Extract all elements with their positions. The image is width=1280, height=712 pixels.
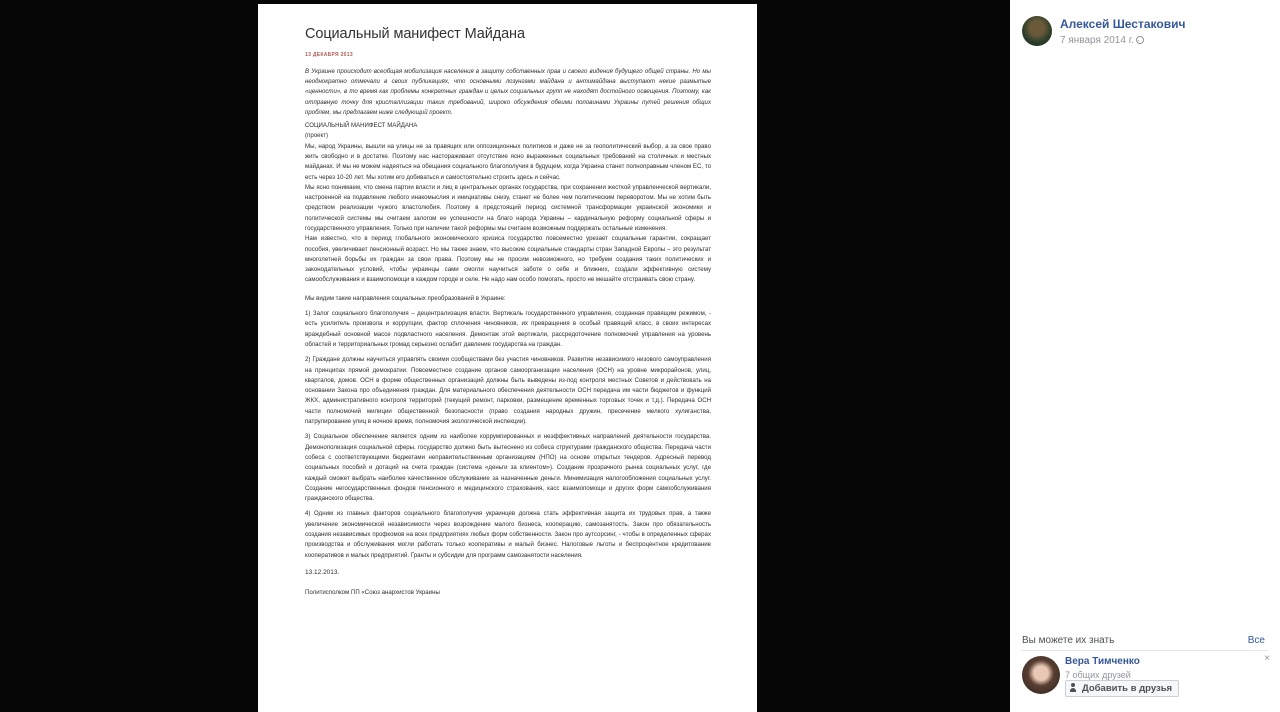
divider — [1022, 650, 1268, 651]
document-list-item: 1) Залог социального благополучия – децентрализация власти. Вертикаль государственного управления, созданная правящим режимом, - есть усилитель произвола и коррупции, фактор сплочения чиновников, их превращения в особый правящий класс, в своих интересах враждебный основной массе подвластного населения. Демонтаж этой вертикали, рассредоточение полномочий управления на уровень областей и территориальных громад серьезно ослабит давление государства на граждан. — [305, 310, 711, 348]
document-list-item: 3) Социальное обеспечение является одним из наиболее коррумпированных и неэффективных направлений деятельности государства. Демонополизация социальной сферы, государство должно быть вытеснено из собеса структурами гражданского общества. Передача части собеса с соответствующими бюджетами неправительственным организациям (НПО) на основе открытых тендеров. Адресный перевод социальных пособий и дотаций на счета граждан (система «деньги за клиентом»). Создание прозрачного рынка социальных услуг, где каждый сможет выбрать наиболее качественное обслуживание за назначенные деньги. Минимизация налогообложения социальных услуг. Создание негосударственных фондов пенсионного и медицинского страхования, касс взаимопомощи и других форм самообслуживания гражданского общества. — [305, 433, 711, 503]
document-directions-intro: Мы видим такие направления социальных преобразований в Украине: — [305, 294, 506, 302]
suggested-friend-name[interactable]: Вера Тимченко — [1065, 656, 1140, 667]
document-title: Социальный манифест Майдана — [305, 26, 525, 42]
post-timestamp[interactable]: 7 января 2014 г. · — [1060, 35, 1141, 46]
document-paragraph: Мы ясно понимаем, что смена партии власти и лиц в центральных органах государства, при сохранении жесткой управленческой вертикали, настроенной на подавление любого инакомыслия и инициативы снизу, станет не более чем политическим переворотом. Мы не хотим быть средством реализации чужого властолюбия. Поэтому в предстоящий период системной трансформации украинской экономики и политической системы мы считаем залогом ее успешности на благо народа Украины – кардинальную реформу социальной сферы и государственного управления. Только при наличии такой реформы мы считаем возможным поддержать остальные изменения. — [305, 183, 711, 232]
mutual-friends-count[interactable]: 7 общих друзей — [1065, 670, 1131, 680]
add-friend-icon — [1070, 683, 1079, 692]
document-subheading: (проект) — [305, 132, 329, 140]
author-name-link[interactable]: Алексей Шестакович — [1060, 17, 1186, 31]
close-icon[interactable]: × — [1264, 653, 1270, 664]
document-paragraph: Нам известно, что в период глобального экономического кризиса государство повсеместно урезает социальные гарантии, сокращает пособия, увеличивает пенсионный возраст. Но мы также знаем, что высокие социальные стандарты стран Западной Европы – это результат многолетней борьбы их граждан за свои права. Поэтому мы не просим невозможного, но требуем создания таких политических и законодательных условий, чтобы украинцы сами смогли научиться заботе о себе и ближних, создали эффективную систему самообслуживания и взаимопомощи в каждом городе и селе. Не надо нам особо помогать, просто не мешайте отстраивать свою страну. — [305, 235, 711, 284]
photo-sidebar — [1010, 0, 1280, 712]
document-intro: В Украине происходит всеобщая мобилизация населения в защиту собственных прав и своего видения будущего общей страны. Но мы неоднократно отмечали в своих публикациях, что основными лозунгами майдана и антимайдана выступают некие размытые «ценности», в то время как проблемы конкретных граждан и целых социальных групп не находят достойного освещения. Поэтому, как отправную точку для кристаллизации таких требований, широко обсуждения обеими половинами Украины путей решения общих проблем, мы предлагаем ниже следующий проект. — [305, 68, 711, 116]
author-avatar[interactable] — [1022, 16, 1052, 46]
document-paragraph: Мы, народ Украины, вышли на улицы не за правящих или оппозиционных политиков и даже не за геополитический выбор, а за свое право жить свободно и в достатке. Поэтому нас настораживает отсутствие ясно выраженных социальных требований на столичных и местных майданах. И мы не можем надеяться на обещания социального благополучия в будущем, когда Украина станет полноправным членом ЕС, то есть через 10-20 лет. Мы хотим его добиваться и самостоятельно строить здесь и сейчас. — [305, 142, 711, 181]
document-list-item: 2) Граждане должны научиться управлять своими сообществами без участия чиновников. Развитие независимого низового самоуправления на принципах прямой демократии. Повсеместное создание органов самоорганизации населения (ОСН) на уровне микрорайонов, улиц, кварталов, домов. ОСН в форме общественных организаций должны быть выведены из-под контроля местных Советов и действовать на основании Закона про объединения граждан. Для материального обеспечения деятельности ОСН передача им части бюджетов и функций ЖКХ, административного контроля территорий (текущий ремонт, парковки, размещение временных торговых точек и т.д.). Передача ОСН части полномочий милиции общественной безопасности (право создания народных дружин, пресечение мелкого хулиганства, патрулирование улиц в ночное время, полномочия экологической инспекции). — [305, 356, 711, 426]
pymk-title: Вы можете их знать — [1022, 635, 1115, 646]
document-photo — [258, 4, 757, 712]
add-friend-label: Добавить в друзья — [1082, 683, 1173, 694]
document-list-item: 4) Одним из главных факторов социального благополучия украинцев должна стать эффективная защита их трудовых прав, а также увеличение экономической независимости через возрождение малого бизнеса, кооперацию, самозанятость. Закон про обязательность создания независимых профкомов на всех предприятиях любых форм собственности. Закон про аутсорсинг, - чтобы в определенных сферах производства и обслуживания могли работать только кооперативы и малый бизнес. Налоговые льготы и беспроцентное кредитование кооперативов и малых предприятий. Гранты и субсидии для программ самозанятости населения. — [305, 510, 711, 559]
globe-icon[interactable] — [1136, 36, 1144, 44]
document-heading: СОЦИАЛЬНЫЙ МАНИФЕСТ МАЙДАНА — [305, 122, 418, 130]
document-signature: Политисполком ПП «Союз анархистов Украины — [305, 588, 440, 596]
document-date: 13 ДЕКАБРЯ 2013 — [305, 52, 353, 58]
document-closing-date: 13.12.2013. — [305, 568, 340, 576]
add-friend-button[interactable] — [1065, 680, 1179, 697]
suggested-friend-avatar[interactable] — [1022, 656, 1060, 694]
pymk-see-all-link[interactable]: Все — [1247, 635, 1265, 646]
